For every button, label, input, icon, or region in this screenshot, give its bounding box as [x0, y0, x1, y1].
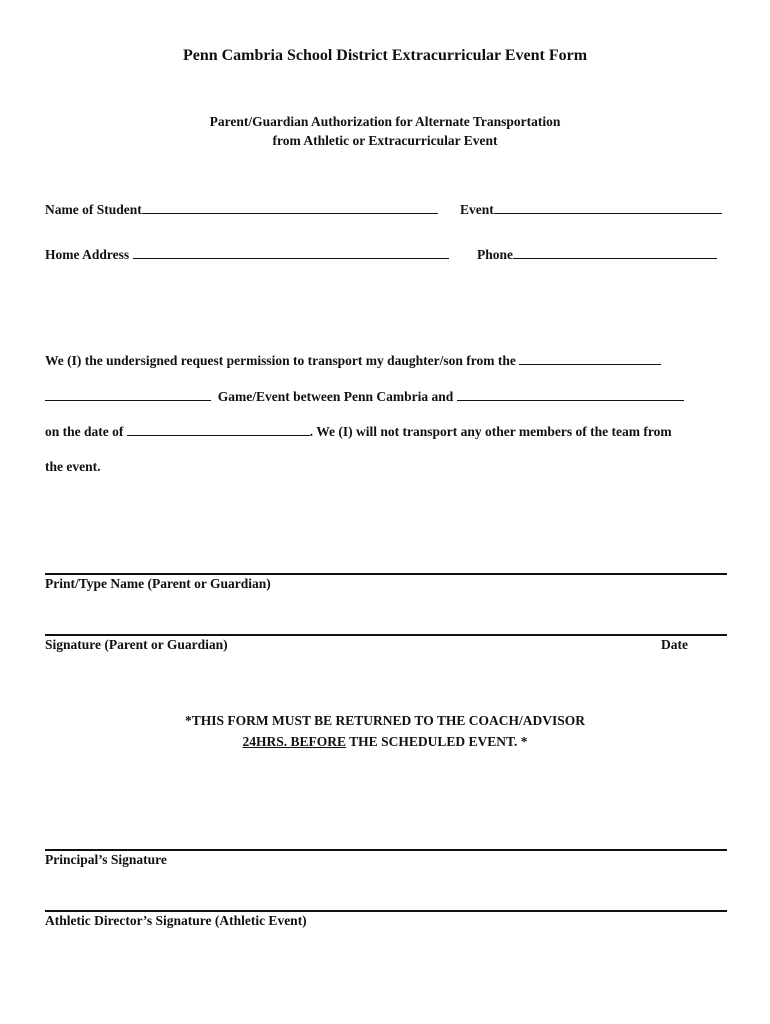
- on-the-date-of-text: on the date of: [45, 424, 124, 439]
- event-row: [460, 201, 722, 218]
- form-title: Penn Cambria School District Extracurricular Event Form: [182, 47, 588, 64]
- permission-text-3: . We (I) will not transport any other members of the team from: [309, 424, 672, 439]
- athletic-director-signature-label: Athletic Director’s Signature (Athletic Event): [45, 913, 307, 928]
- permission-line-3: [45, 423, 672, 440]
- permission-text-1: We (I) the undersigned request permission to transport my daughter/son from the: [45, 353, 516, 368]
- athletic-director-signature-line[interactable]: [45, 910, 727, 912]
- notice-line-1: *THIS FORM MUST BE RETURNED TO THE COACH/ADVISOR: [185, 713, 585, 728]
- subtitle-line-1: Parent/Guardian Authorization for Alternate Transportation: [209, 114, 561, 129]
- phone-field[interactable]: [513, 246, 717, 259]
- student-name-field[interactable]: [142, 201, 438, 214]
- date-label: Date: [661, 637, 688, 652]
- notice-line-2: [0, 734, 770, 750]
- home-address-row: [45, 246, 449, 263]
- subtitle-line-2: from Athletic or Extracurricular Event: [272, 133, 498, 148]
- principal-signature-label: Principal’s Signature: [45, 852, 167, 867]
- print-name-line[interactable]: [45, 573, 727, 575]
- game-event-between-text: Game/Event between Penn Cambria and: [217, 389, 454, 404]
- permission-line-1: [45, 352, 661, 369]
- permission-line-2: [45, 388, 684, 405]
- opponent-field[interactable]: [457, 388, 684, 401]
- notice-rest: THE SCHEDULED EVENT. *: [346, 734, 528, 749]
- student-name-row: [45, 201, 438, 218]
- phone-label: Phone: [477, 247, 514, 262]
- signature-line[interactable]: [45, 634, 727, 636]
- event-label: Event: [460, 202, 494, 217]
- principal-signature-line[interactable]: [45, 849, 727, 851]
- home-address-field[interactable]: [133, 246, 449, 259]
- permission-line-4: the event.: [45, 459, 101, 474]
- notice-underlined: 24HRS. BEFORE: [242, 734, 347, 749]
- home-address-label: Home Address: [45, 247, 130, 262]
- signature-label: Signature (Parent or Guardian): [45, 637, 228, 652]
- from-location-field[interactable]: [519, 352, 661, 365]
- event-field[interactable]: [494, 201, 722, 214]
- event-date-field[interactable]: [127, 423, 310, 436]
- print-name-label: Print/Type Name (Parent or Guardian): [45, 576, 271, 591]
- game-event-field[interactable]: [45, 388, 211, 401]
- student-name-label: Name of Student: [45, 202, 142, 217]
- phone-row: [477, 246, 717, 263]
